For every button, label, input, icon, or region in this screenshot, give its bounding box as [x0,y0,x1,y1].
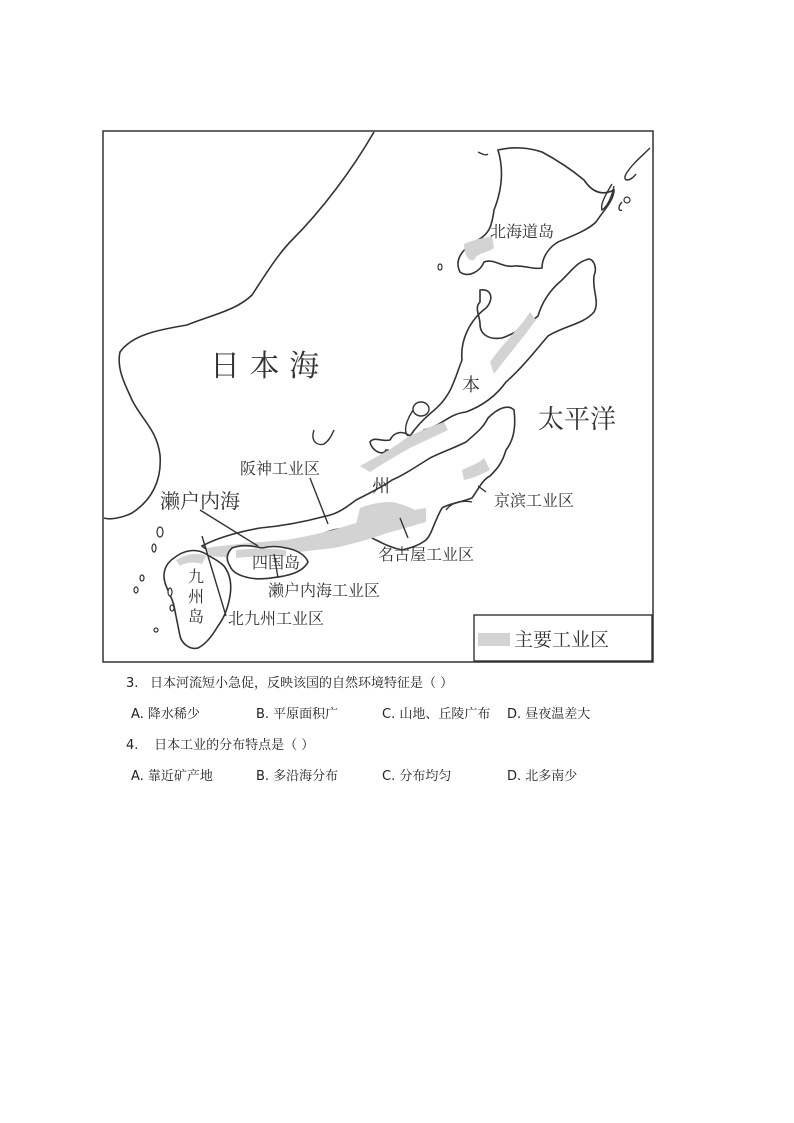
islet [140,575,144,581]
keihin-label: 京滨工业区 [494,491,575,510]
setouchi-label: 濑户内海工业区 [268,581,381,600]
islet [157,527,163,537]
honshu-label-bottom: 州 [372,476,390,497]
shikoku-label: 四国岛 [252,553,301,572]
option-d[interactable]: D. 昼夜温差大 [507,707,591,722]
option-a[interactable]: A. 降水稀少 [131,707,200,722]
question-text: 日本河流短小急促，反映该国的自然环境特征是（ ） [150,676,454,691]
sea-label: 日 本 海 [210,349,320,384]
islet [152,544,156,552]
islet [438,264,442,270]
ocean-label: 太平洋 [538,405,617,435]
question-3 [126,676,453,692]
islet [624,197,630,203]
question-text: 日本工业的分布特点是（ ） [150,738,315,753]
option-d[interactable]: D. 北多南少 [507,769,578,784]
question-number: 4. [126,738,139,753]
seto-sea-label: 濑户内海 [160,489,240,513]
option-b[interactable]: B. 多沿海分布 [256,769,339,784]
map-legend [474,615,652,661]
legend-label: 主要工业区 [514,629,610,651]
kyushu-label-2: 州 [188,587,205,606]
legend-swatch [478,633,510,646]
nagoya-label: 名古屋工业区 [378,545,475,564]
option-b[interactable]: B. 平原面积广 [256,707,339,722]
question-4 [126,738,314,754]
honshu-label-top: 本 [462,375,480,396]
option-c[interactable]: C. 分布均匀 [382,769,452,784]
islet [154,628,158,632]
option-a[interactable]: A. 靠近矿产地 [131,769,213,784]
option-c[interactable]: C. 山地、丘陵广布 [382,707,491,722]
kyushu-label-3: 岛 [188,607,205,626]
islet [413,402,429,416]
hokkaido-label: 北海道岛 [490,222,555,241]
kyushu-label-1: 九 [188,567,205,586]
islet [168,588,172,596]
question-number: 3. [126,676,139,691]
islet [170,605,174,611]
islet [134,587,138,593]
hanshin-label: 阪神工业区 [240,459,321,478]
kitakyushu-label: 北九州工业区 [228,609,325,628]
japan-industry-map [102,130,654,663]
